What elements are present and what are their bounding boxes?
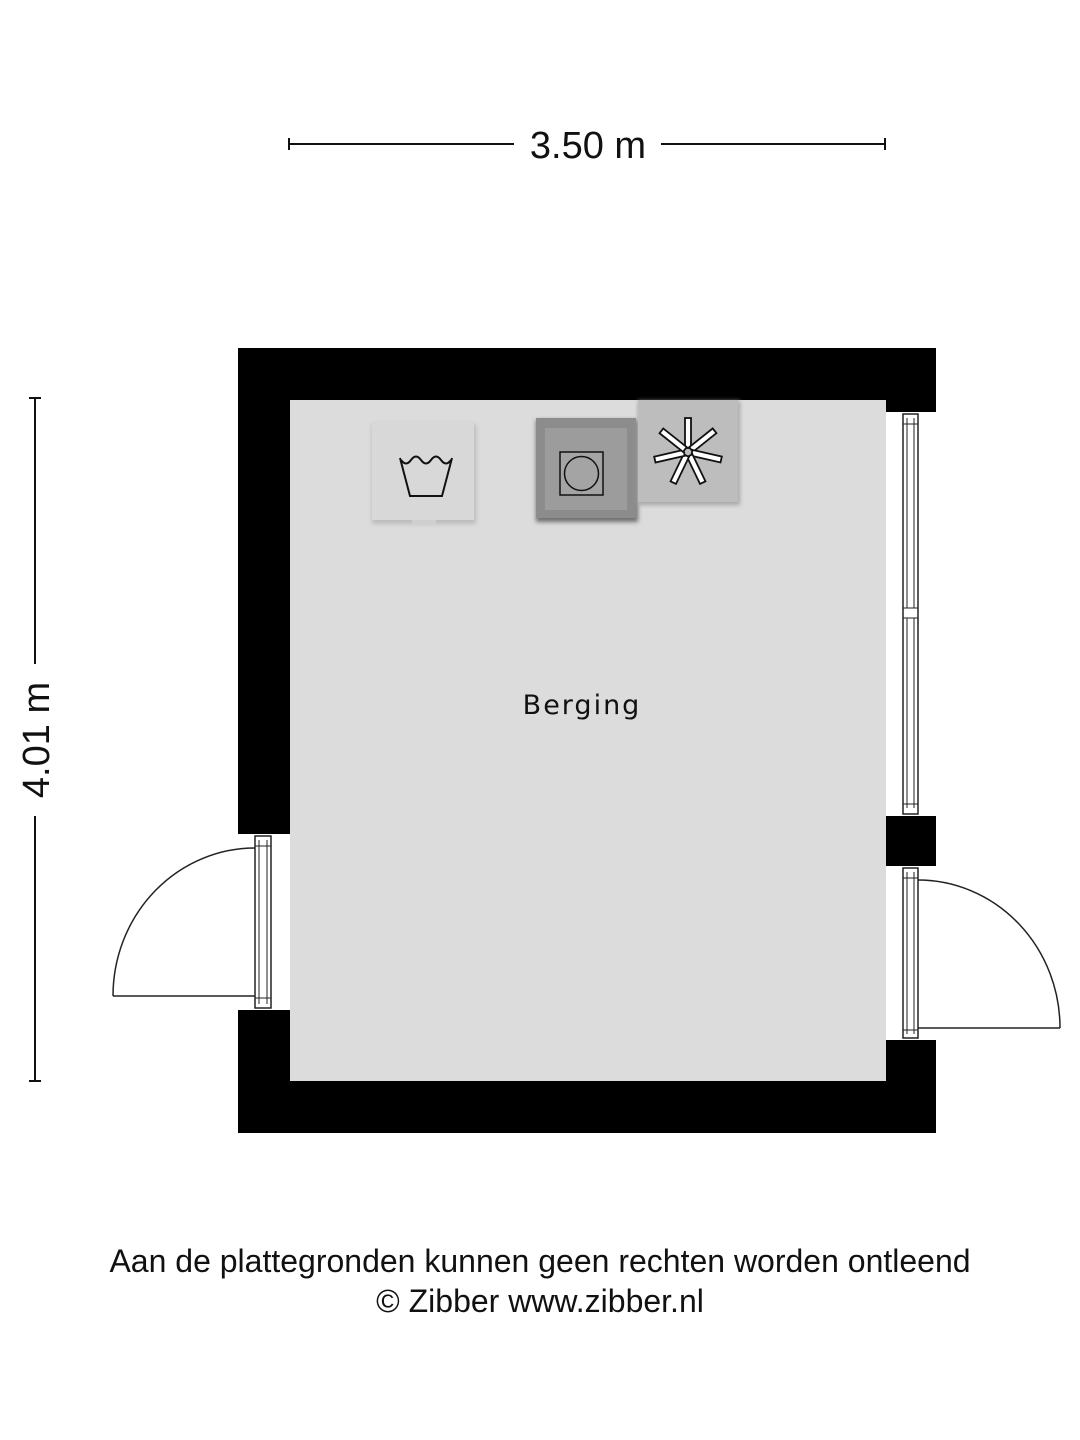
height-dimension-label: 4.01 m xyxy=(16,681,58,799)
width-dimension-label: 3.50 m xyxy=(529,125,647,167)
boiler-icon xyxy=(638,400,740,505)
disclaimer-text: Aan de plattegronden kunnen geen rechten worden ontleend xyxy=(109,1243,971,1279)
left-door xyxy=(113,834,290,1010)
washing-machine-icon xyxy=(372,422,476,525)
dryer-icon xyxy=(536,418,638,522)
width-dimension xyxy=(289,125,885,167)
room-label: Berging xyxy=(522,690,642,721)
right-door xyxy=(886,866,1060,1040)
height-dimension xyxy=(16,398,58,1081)
right-window xyxy=(886,412,936,816)
copyright-text: © Zibber www.zibber.nl xyxy=(376,1283,704,1319)
